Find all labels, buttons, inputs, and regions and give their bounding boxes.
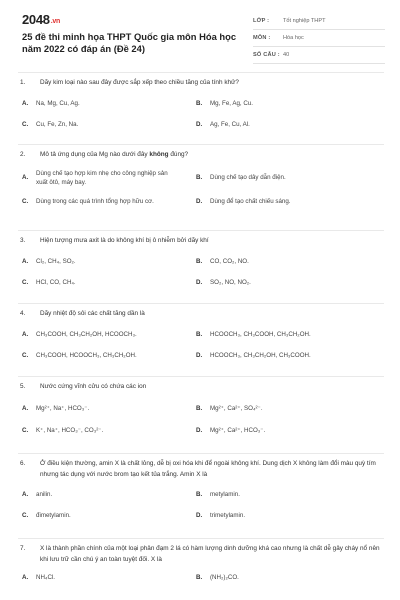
- divider: [18, 72, 384, 73]
- question-1: [20, 78, 382, 135]
- option-c[interactable]: C. CH₃COOH, HCOOCH₃, CH₃CH₂OH.: [22, 351, 137, 359]
- question-text: Nước cứng vĩnh cửu có chứa các ion: [40, 383, 147, 390]
- question-number: 5.: [20, 383, 26, 390]
- meta-value: 40: [283, 52, 290, 58]
- question-7: [20, 544, 382, 588]
- option-c[interactable]: C. đimetylamin.: [22, 512, 71, 519]
- site-logo[interactable]: 2048.vn: [22, 12, 60, 27]
- question-5: [20, 382, 382, 441]
- divider: [18, 230, 384, 231]
- question-stem: [20, 309, 382, 320]
- option-a[interactable]: A. Cl₂, CH₄, SO₂.: [22, 257, 76, 265]
- question-text: Ở điều kiện thường, amin X là chất lỏng, dễ bị oxi hóa khi để ngoài không khí. Dung dịch X không làm đổi màu quỳ tím nhưng tác dụng với nước brom tạo kết tủa trắng. Amin X là: [40, 460, 376, 478]
- question-stem: [20, 78, 382, 89]
- option-a[interactable]: A. Dùng chế tạo hợp kim nhẹ cho công nghiệp sản xuất ôtô, máy bay.: [22, 169, 168, 186]
- emphasis-text: không: [149, 151, 169, 158]
- question-stem: [20, 459, 382, 480]
- option-b[interactable]: B. Mg²⁺, Ca²⁺, SO₄²⁻.: [196, 404, 263, 412]
- question-number: 1.: [20, 79, 26, 86]
- option-b[interactable]: B. metylamin.: [196, 491, 240, 498]
- option-d[interactable]: D. Ag, Fe, Cu, Al.: [196, 120, 250, 128]
- question-stem: [20, 382, 382, 393]
- question-text: Hiện tượng mưa axit là do không khí bị ô nhiễm bởi dãy khí: [40, 237, 209, 244]
- question-number: 3.: [20, 237, 26, 244]
- meta-value: Hóa học: [283, 35, 304, 41]
- option-a[interactable]: A. NH₄Cl.: [22, 574, 56, 581]
- divider: [18, 453, 384, 454]
- question-stem: [20, 544, 382, 565]
- option-d[interactable]: D. Dùng để tạo chất chiếu sáng.: [196, 197, 291, 205]
- option-b[interactable]: B. Dùng chế tạo dây dẫn điện.: [196, 174, 286, 181]
- question-6: [20, 459, 382, 526]
- option-c[interactable]: C. Dùng trong các quá trình tổng hợp hữu cơ.: [22, 197, 154, 205]
- question-3: [20, 236, 382, 293]
- option-a[interactable]: A. anilin.: [22, 491, 53, 498]
- divider: [18, 144, 384, 145]
- option-b[interactable]: B. HCOOCH₃, CH₃COOH, CH₃CH₂OH.: [196, 330, 311, 338]
- page-title: 25 đề thi minh họa THPT Quốc gia môn Hóa học năm 2022 có đáp án (Đề 24): [22, 31, 237, 54]
- meta-row-count: [253, 47, 385, 64]
- question-text: X là thành phần chính của một loại phân đạm 2 lá có hàm lượng dinh dưỡng khá cao nhưng là chất dễ gây cháy nổ nên khi lưu trữ cần chú ý an toàn tuyệt đối. X là: [40, 545, 380, 563]
- exam-meta-box: [253, 13, 385, 64]
- question-4: [20, 309, 382, 366]
- question-number: 7.: [20, 545, 26, 552]
- divider: [18, 303, 384, 304]
- meta-value: Tốt nghiệp THPT: [283, 18, 326, 24]
- option-c[interactable]: C. HCl, CO, CH₄.: [22, 278, 76, 286]
- meta-key: SỐ CÂU :: [253, 52, 280, 58]
- option-d[interactable]: D. HCOOCH₃, CH₃CH₂OH, CH₃COOH.: [196, 351, 311, 359]
- option-d[interactable]: D. Mg²⁺, Ca²⁺, HCO₃⁻.: [196, 426, 266, 434]
- option-a[interactable]: A. CH₃COOH, CH₃CH₂OH, HCOOCH₃.: [22, 330, 137, 338]
- option-c[interactable]: C. K⁺, Na⁺, HCO₃⁻, CO₃²⁻.: [22, 426, 104, 434]
- meta-key: MÔN :: [253, 35, 271, 41]
- divider: [18, 538, 384, 539]
- question-number: 6.: [20, 460, 26, 467]
- meta-row-subject: [253, 30, 385, 47]
- meta-key: LỚP :: [253, 18, 270, 24]
- option-a[interactable]: A. Na, Mg, Cu, Ag.: [22, 99, 80, 107]
- question-number: 4.: [20, 310, 26, 317]
- option-a[interactable]: A. Mg²⁺, Na⁺, HCO₃⁻.: [22, 404, 90, 412]
- option-b[interactable]: B. Mg, Fe, Ag, Cu.: [196, 99, 253, 107]
- question-text: Dãy nhiệt độ sôi các chất tăng dần là: [40, 310, 145, 317]
- option-d[interactable]: D. SO₂, NO, NO₂.: [196, 278, 251, 286]
- divider: [18, 376, 384, 377]
- option-b[interactable]: B. (NH₂)₂CO.: [196, 574, 239, 581]
- meta-row-class: [253, 13, 385, 30]
- question-stem: [20, 150, 382, 161]
- question-text: Mô tả ứng dụng của Mg nào dưới đây không đúng?: [40, 151, 189, 158]
- option-b[interactable]: B. CO, CO₂, NO.: [196, 257, 249, 265]
- question-stem: [20, 236, 382, 247]
- option-d[interactable]: D. trimetylamin.: [196, 512, 246, 519]
- question-number: 2.: [20, 151, 26, 158]
- question-text: Dãy kim loại nào sau đây được sắp xếp theo chiều tăng của tính khử?: [40, 79, 239, 86]
- question-2: [20, 150, 382, 212]
- option-c[interactable]: C. Cu, Fe, Zn, Na.: [22, 120, 79, 128]
